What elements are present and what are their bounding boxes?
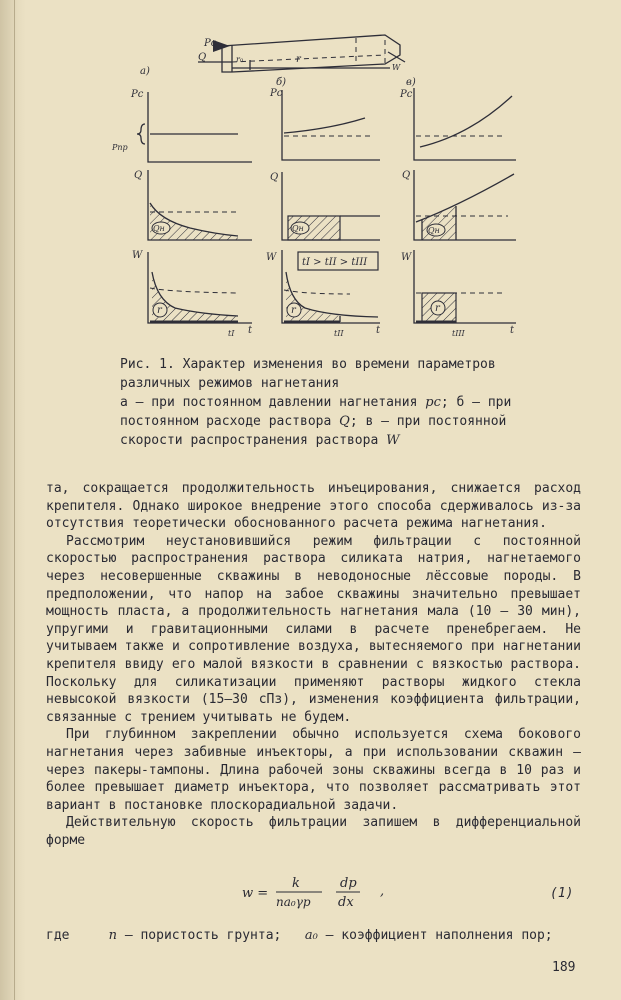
chart-q-a	[134, 170, 252, 240]
where-line	[46, 928, 581, 943]
chart-w-c	[401, 250, 516, 338]
eq-comma: ,	[380, 884, 385, 899]
eq-num1: k	[292, 876, 300, 891]
panel-a-label: а)	[140, 66, 150, 77]
caption-line-a: а – при постоянном давлении нагнетания	[120, 395, 418, 410]
where-word: где	[46, 928, 70, 943]
y-axis-label: Q	[402, 170, 411, 181]
x-axis-label: t	[248, 325, 253, 336]
y-axis-label: W	[401, 252, 412, 263]
r-label: r	[435, 303, 440, 314]
schematic-r0-label: r₀	[236, 55, 244, 64]
y-axis-label: Pc	[400, 89, 413, 100]
eq-den2: dx	[338, 895, 354, 910]
caption-line-c: ; в – при постоянной скорости распространения раствора	[120, 414, 507, 448]
brace	[137, 124, 145, 144]
eq-lhs: w =	[242, 886, 269, 901]
r-label: r	[291, 305, 296, 316]
figure-1	[0, 0, 621, 350]
y-axis-label: Q	[134, 170, 143, 181]
injector-schematic	[198, 35, 405, 72]
y-axis-label: Q	[270, 172, 279, 183]
qn-label: Qн	[428, 226, 440, 235]
equation-1	[240, 873, 580, 913]
chart-w-a	[132, 250, 253, 338]
y-axis-label: Pc	[131, 89, 144, 100]
time-label: tII	[334, 329, 344, 338]
symbol-a0: a₀	[304, 928, 318, 943]
chart-q-b	[270, 172, 380, 240]
qn-label: Qн	[153, 224, 165, 233]
a0-description: – коэффициент наполнения пор;	[325, 928, 553, 943]
paragraph-4: Действительную скорость фильтрации запишем в дифференциальной форме	[46, 815, 581, 848]
caption-w: W	[386, 433, 400, 448]
chart-pc-c	[399, 88, 516, 160]
body-text	[46, 480, 581, 849]
figure-svg	[0, 0, 621, 350]
symbol-n: n	[108, 928, 117, 943]
panel-c-label: в)	[406, 77, 416, 88]
chart-pc-a	[111, 89, 252, 162]
schematic-q-label: Q	[198, 52, 207, 63]
qn-label: Qн	[292, 224, 304, 233]
time-order-box	[298, 252, 378, 270]
equation-svg	[240, 873, 580, 913]
r-label: r	[157, 305, 162, 316]
eq-den1: na₀γp	[276, 895, 311, 909]
caption-pc: pc	[425, 395, 441, 410]
eq-num2: dp	[340, 876, 357, 891]
x-axis-label: t	[376, 325, 381, 336]
paragraph-1: та, сокращается продолжительность инъецирования, снижается расход крепителя. Однако широкое внедрение этого способа сдерживалось из-за отсутствия теоретически обоснованного расчета режима нагнетания.	[46, 481, 581, 532]
page-number: 189	[552, 960, 576, 975]
schematic-r-label: r	[296, 54, 301, 65]
axes	[148, 92, 252, 162]
n-description: – пористость грунта;	[124, 928, 282, 943]
figure-caption	[120, 355, 535, 450]
paragraph-2: Рассмотрим неустановившийся режим фильтрации с постоянной скоростью распространения раствора силиката натрия, нагнетаемого через несовершенные скважины в неводоносные лёссовые породы. В предположении, что напор на забое скважины значительно превышает мощность пласта, а продолжительность нагнетания мала (10 – 30 мин), упругими и гравитационными силами в расчете пренебрегаем. Не учитываем также и сопротивление воздуха, вытесняемого при нагнетании крепителя ввиду его малой вязкости в сравнении с вязкостью раствора. Поскольку для силикатизации применяют растворы жидкого стекла невысокой вязкости (15–30 сПз), изменения коэффициента фильтрации, связанные с трением учитывать не будем.	[46, 533, 581, 725]
y-axis-label: W	[132, 250, 143, 261]
chart-q-c	[402, 170, 516, 240]
paragraph-3: При глубинном закреплении обычно используется схема бокового нагнетания через забивные инъекторы, а при использовании скважин – через пакеры-тампоны. Длина рабочей зоны скважины всегда в 10 раз и более превышает диаметр инъектора, что позволяет рассматривать этот вариант в постановке плоскорадиальной задачи.	[46, 727, 581, 813]
caption-q: Q	[339, 414, 350, 429]
schematic-w-label: W	[392, 63, 401, 72]
time-label: tI	[228, 329, 235, 338]
y-axis-label: Pc	[270, 88, 283, 99]
chart-pc-b	[269, 88, 380, 160]
pc-curve	[420, 96, 512, 147]
x-axis-label: t	[510, 325, 515, 336]
ppr-label: Pпр	[112, 143, 128, 152]
pc-curve	[284, 118, 365, 133]
eq-number: (1)	[550, 886, 574, 901]
time-label: tIII	[452, 329, 465, 338]
caption-body	[120, 393, 535, 450]
panel-b-label: б)	[276, 77, 287, 88]
caption-line-b: ; б – при постоянном расходе раствора	[120, 395, 512, 429]
caption-title: Рис. 1. Характер изменения во времени параметров различных режимов нагнетания	[120, 357, 496, 391]
y-axis-label: W	[266, 252, 277, 263]
q-curve	[416, 174, 514, 222]
schematic-pc-label: Pc	[204, 38, 217, 49]
time-order-text: tI > tII > tIII	[302, 257, 368, 268]
